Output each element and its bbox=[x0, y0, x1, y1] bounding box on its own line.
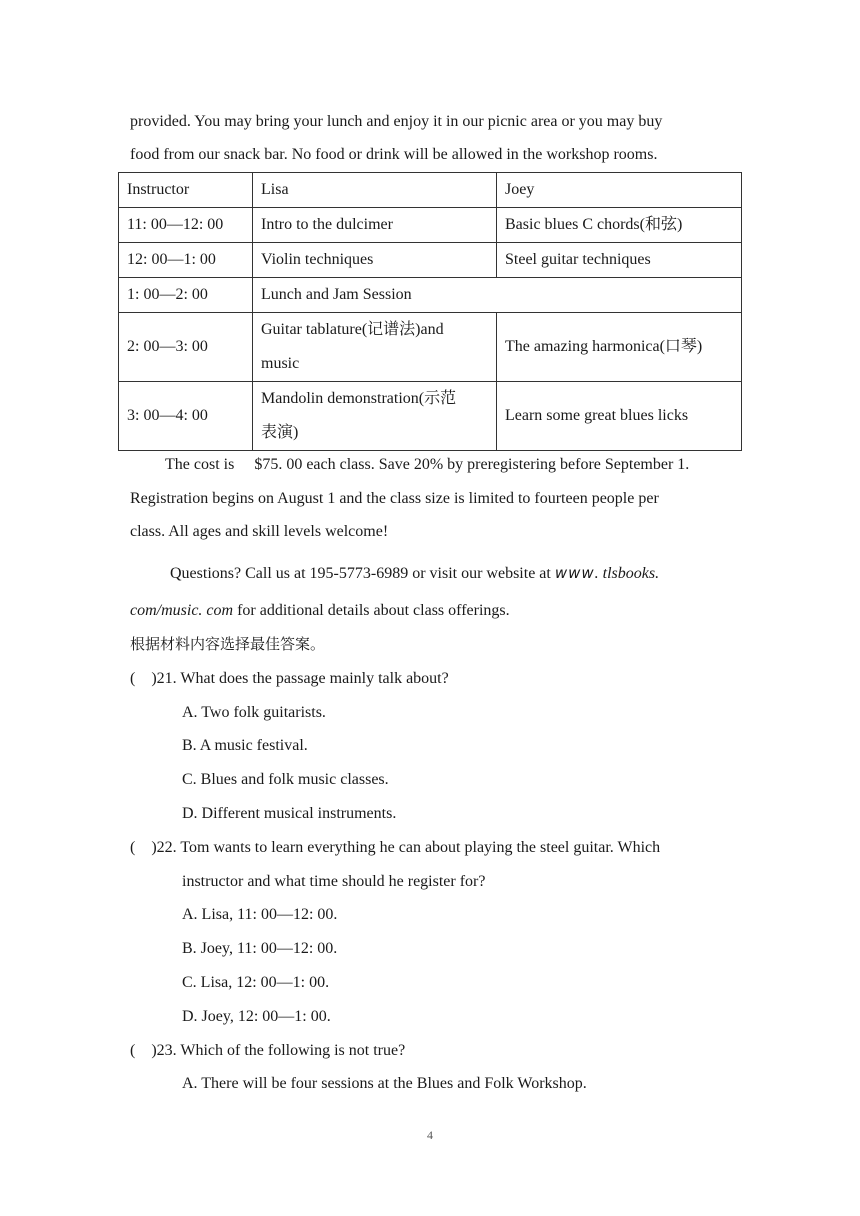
cell-joey: The amazing harmonica(口琴) bbox=[497, 313, 742, 382]
table-row bbox=[119, 243, 742, 278]
question-22-option-c: C. Lisa, 12: 00—1: 00. bbox=[182, 974, 330, 991]
cell-lisa bbox=[253, 382, 497, 451]
table-row bbox=[119, 278, 742, 313]
cost-line-1: The cost is $75. 00 each class. Save 20% by preregistering before September 1. bbox=[165, 456, 690, 473]
question-21-option-c: C. Blues and folk music classes. bbox=[182, 771, 389, 788]
question-21-option-d: D. Different musical instruments. bbox=[182, 805, 397, 822]
contact-line-1 bbox=[170, 563, 659, 584]
question-21-option-b: B. A music festival. bbox=[182, 737, 308, 754]
table-header-row bbox=[119, 173, 742, 208]
cell-time: 11: 00—12: 00 bbox=[119, 208, 253, 243]
cell-lisa: Intro to the dulcimer bbox=[253, 208, 497, 243]
cost-line-2: Registration begins on August 1 and the class size is limited to fourteen people per bbox=[130, 490, 659, 507]
header-lisa: Lisa bbox=[253, 173, 497, 208]
question-22-stem: ( )22. Tom wants to learn everything he can about playing the steel guitar. Which bbox=[130, 839, 661, 856]
question-21-stem: ( )21. What does the passage mainly talk about? bbox=[130, 670, 449, 687]
cell-time: 2: 00—3: 00 bbox=[119, 313, 253, 382]
question-22-option-b: B. Joey, 11: 00—12: 00. bbox=[182, 940, 338, 957]
header-joey: Joey bbox=[497, 173, 742, 208]
cell-joey: Learn some great blues licks bbox=[497, 382, 742, 451]
cell-lisa-line-1: Guitar tablature(记谱法)and bbox=[261, 321, 444, 338]
schedule-table bbox=[118, 172, 742, 451]
cell-time: 1: 00—2: 00 bbox=[119, 278, 253, 313]
table-row bbox=[119, 382, 742, 451]
contact-line-2 bbox=[130, 601, 510, 621]
question-23-stem: ( )23. Which of the following is not true? bbox=[130, 1042, 406, 1059]
website-www[interactable]: www bbox=[554, 564, 595, 582]
cell-joey: Basic blues C chords(和弦) bbox=[497, 208, 742, 243]
instruction-text: 根据材料内容选择最佳答案。 bbox=[130, 635, 326, 653]
website-path[interactable]: com/music. com bbox=[130, 602, 234, 619]
cell-lisa-line-2: music bbox=[261, 355, 300, 372]
contact-text: Questions? Call us at 195-5773-6989 or visit our website at bbox=[170, 565, 555, 582]
cell-time: 12: 00—1: 00 bbox=[119, 243, 253, 278]
question-22-option-a: A. Lisa, 11: 00—12: 00. bbox=[182, 906, 338, 923]
table-row bbox=[119, 313, 742, 382]
cell-joey: Steel guitar techniques bbox=[497, 243, 742, 278]
intro-line-2: food from our snack bar. No food or drink will be allowed in the workshop rooms. bbox=[130, 146, 658, 163]
question-22-stem-2: instructor and what time should he register for? bbox=[182, 873, 486, 890]
cell-lisa: Violin techniques bbox=[253, 243, 497, 278]
cell-lisa bbox=[253, 313, 497, 382]
page-number: 4 bbox=[427, 1128, 433, 1142]
header-instructor: Instructor bbox=[119, 173, 253, 208]
cell-time: 3: 00—4: 00 bbox=[119, 382, 253, 451]
cell-merged: Lunch and Jam Session bbox=[253, 278, 742, 313]
contact-text-2: for additional details about class offerings. bbox=[233, 602, 510, 619]
question-21-option-a: A. Two folk guitarists. bbox=[182, 704, 326, 721]
cell-lisa-line-1: Mandolin demonstration(示范 bbox=[261, 390, 457, 407]
website-domain[interactable]: . tlsbooks. bbox=[594, 565, 660, 582]
table-row bbox=[119, 208, 742, 243]
question-22-option-d: D. Joey, 12: 00—1: 00. bbox=[182, 1008, 331, 1025]
intro-line-1: provided. You may bring your lunch and enjoy it in our picnic area or you may buy bbox=[130, 113, 663, 130]
cost-line-3: class. All ages and skill levels welcome! bbox=[130, 523, 389, 540]
cell-lisa-line-2: 表演) bbox=[261, 424, 299, 441]
question-23-option-a: A. There will be four sessions at the Blues and Folk Workshop. bbox=[182, 1075, 587, 1092]
